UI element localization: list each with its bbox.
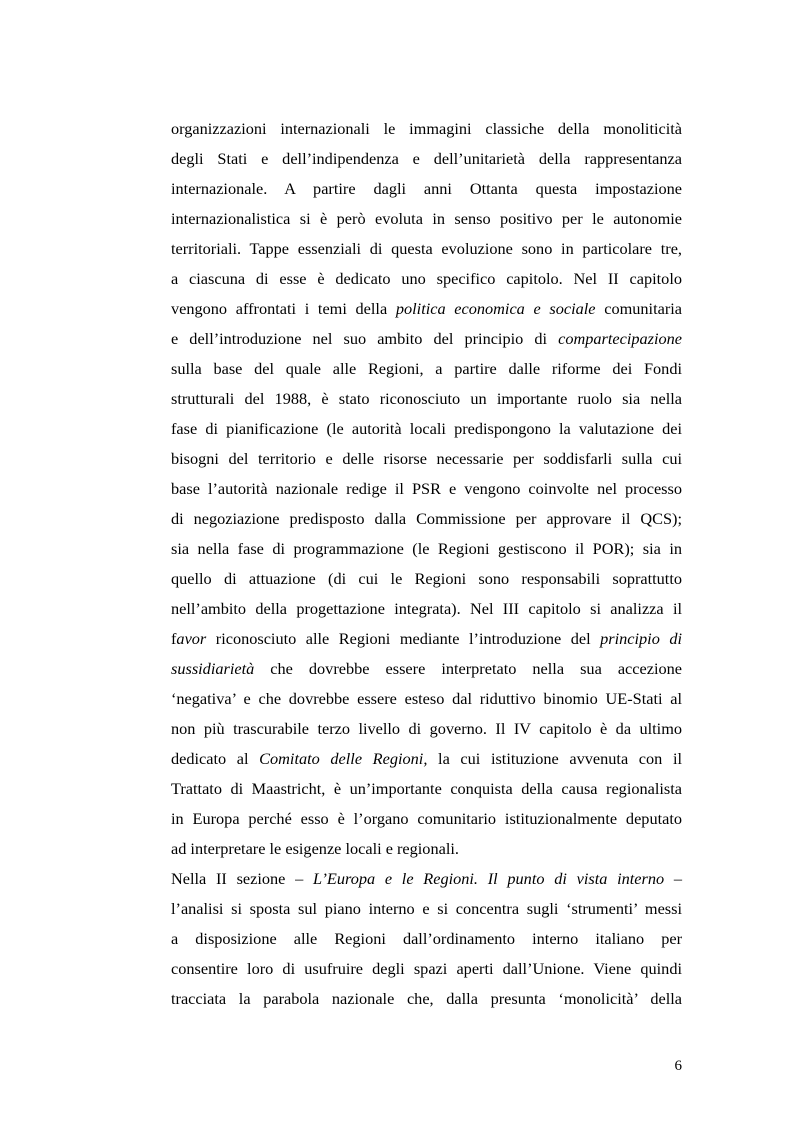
- text-line: [171, 714, 682, 744]
- italic-run: L’Europa e le Regioni. Il punto di vista interno: [313, 869, 665, 888]
- text-line: [171, 234, 682, 264]
- text-run: dedicato al: [171, 749, 260, 768]
- text-line: [171, 654, 682, 684]
- text-run: internazionale. A partire dagli anni Ottanta questa impostazione: [171, 179, 682, 198]
- italic-run: compartecipazione: [558, 329, 682, 348]
- text-run: base l’autorità nazionale redige il PSR e vengono coinvolte nel processo: [171, 479, 682, 498]
- text-line: [171, 864, 682, 894]
- text-line: [171, 384, 682, 414]
- text-run: vengono affrontati i temi della: [171, 299, 396, 318]
- text-run: a disposizione alle Regioni dall’ordinamento interno italiano per: [171, 929, 682, 948]
- text-line: [171, 744, 682, 774]
- text-run: internazionalistica si è però evoluta in senso positivo per le autonomie: [171, 209, 682, 228]
- text-run: degli Stati e dell’indipendenza e dell’unitarietà della rappresentanza: [171, 149, 682, 168]
- text-line: [171, 924, 682, 954]
- italic-run: Comitato delle Regioni,: [259, 749, 428, 768]
- text-line: [171, 294, 682, 324]
- text-line: [171, 534, 682, 564]
- text-line: [171, 114, 682, 144]
- text-line: [171, 684, 682, 714]
- text-line: [171, 204, 682, 234]
- text-run: territoriali. Tappe essenziali di questa evoluzione sono in particolare tre,: [171, 239, 682, 258]
- text-run: sulla base del quale alle Regioni, a partire dalle riforme dei Fondi: [171, 359, 682, 378]
- text-run: tracciata la parabola nazionale che, dalla presunta ‘monolicità’ della: [171, 989, 682, 1008]
- text-run: sia nella fase di programmazione (le Regioni gestiscono il POR); sia in: [171, 539, 682, 558]
- text-line: [171, 594, 682, 624]
- text-line: [171, 774, 682, 804]
- text-line: [171, 954, 682, 984]
- text-run: ‘negativa’ e che dovrebbe essere esteso dal riduttivo binomio UE-Stati al: [171, 689, 682, 708]
- text-run: fase di pianificazione (le autorità locali predispongono la valutazione dei: [171, 419, 682, 438]
- text-line: [171, 564, 682, 594]
- text-run: che dovrebbe essere interpretato nella sua accezione: [254, 659, 682, 678]
- text-run: Nella II sezione –: [171, 869, 313, 888]
- text-line: [171, 324, 682, 354]
- text-line: [171, 804, 682, 834]
- text-run: in Europa perché esso è l’organo comunitario istituzionalmente deputato: [171, 809, 682, 828]
- text-run: strutturali del 1988, è stato riconosciuto un importante ruolo sia nella: [171, 389, 682, 408]
- text-run: quello di attuazione (di cui le Regioni sono responsabili soprattutto: [171, 569, 682, 588]
- text-run: comunitaria: [595, 299, 682, 318]
- text-run: Trattato di Maastricht, è un’importante conquista della causa regionalista: [171, 779, 682, 798]
- text-line: [171, 174, 682, 204]
- text-run: e dell’introduzione nel suo ambito del principio di: [171, 329, 559, 348]
- text-line: [171, 624, 682, 654]
- text-run: bisogni del territorio e delle risorse necessarie per soddisfarli sulla cui: [171, 449, 682, 468]
- text-line: [171, 444, 682, 474]
- text-line: [171, 144, 682, 174]
- text-run: di negoziazione predisposto dalla Commissione per approvare il QCS);: [171, 509, 682, 528]
- text-line: [171, 264, 682, 294]
- text-run: –: [664, 869, 683, 888]
- body-text: [171, 114, 682, 1014]
- text-line: [171, 894, 682, 924]
- text-run: ad interpretare le esigenze locali e regionali.: [171, 839, 459, 858]
- text-line: [171, 984, 682, 1014]
- text-run: consentire loro di usufruire degli spazi aperti dall’Unione. Viene quindi: [171, 959, 682, 978]
- italic-run: principio di: [600, 629, 683, 648]
- italic-run: sussidiarietà: [171, 659, 255, 678]
- italic-run: politica economica e sociale: [395, 299, 596, 318]
- text-line: [171, 354, 682, 384]
- text-run: la cui istituzione avvenuta con il: [427, 749, 682, 768]
- text-line: [171, 414, 682, 444]
- text-run: non più trascurabile terzo livello di governo. Il IV capitolo è da ultimo: [171, 719, 682, 738]
- text-run: nell’ambito della progettazione integrata). Nel III capitolo si analizza il: [171, 599, 682, 618]
- text-run: l’analisi si sposta sul piano interno e si concentra sugli ‘strumenti’ messi: [171, 899, 682, 918]
- text-line: [171, 504, 682, 534]
- text-run: f: [171, 629, 177, 648]
- text-run: a ciascuna di esse è dedicato uno specifico capitolo. Nel II capitolo: [171, 269, 682, 288]
- text-run: riconosciuto alle Regioni mediante l’introduzione del: [206, 629, 601, 648]
- page-number: 6: [674, 1058, 682, 1074]
- text-line: [171, 474, 682, 504]
- text-run: organizzazioni internazionali le immagini classiche della monoliticità: [171, 119, 682, 138]
- italic-run: avor: [176, 629, 207, 648]
- text-line: [171, 834, 682, 864]
